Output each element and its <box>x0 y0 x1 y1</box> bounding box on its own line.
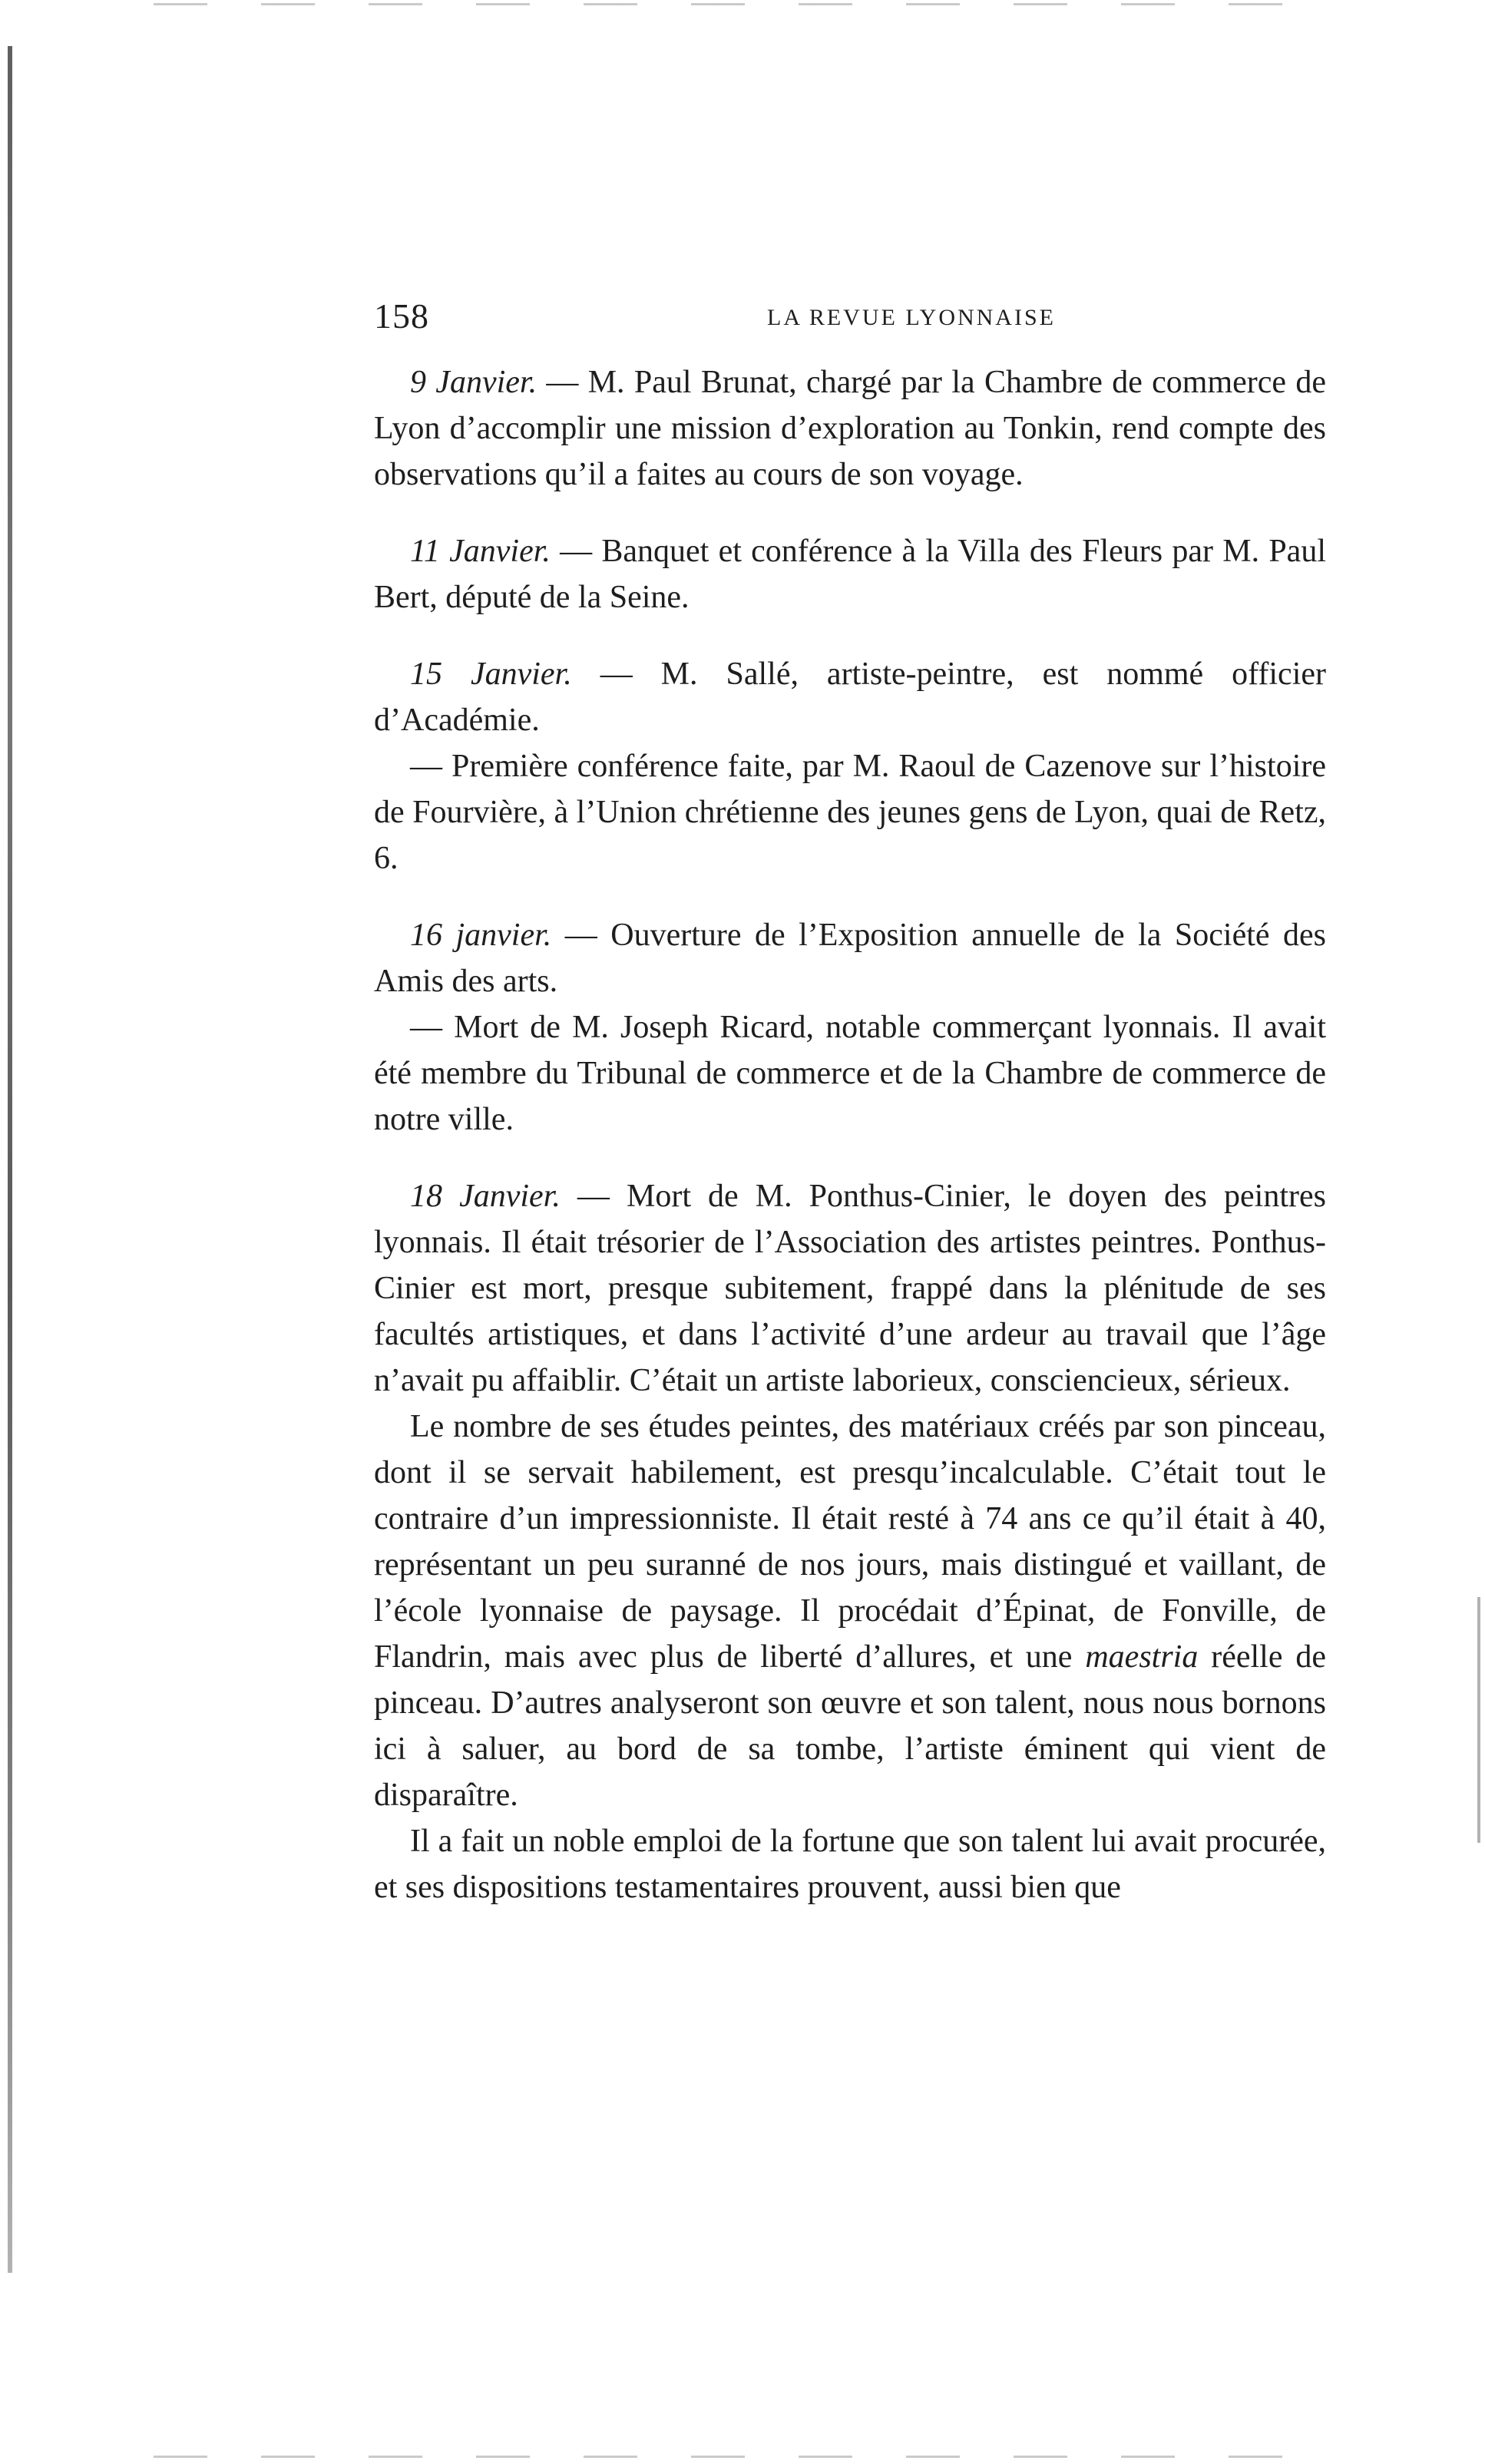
binding-edge-shadow <box>8 46 12 2273</box>
entry-paragraph: Il a fait un noble emploi de la fortune que son talent lui avait procurée, et ses dispositions testamentaires prouvent, aussi bien que <box>374 1824 1326 1905</box>
page-edge-shadow <box>1477 1597 1480 1843</box>
running-head <box>374 296 1326 342</box>
entry-18-janvier <box>374 1173 1326 1404</box>
italic-term: maestria <box>1085 1639 1199 1675</box>
chronicle-text <box>374 359 1326 1910</box>
entry-text: — Ouverture de l’Exposition annuelle de la Société des Amis des arts. <box>374 918 1326 999</box>
entry-11-janvier <box>374 528 1326 620</box>
entry-date: 15 Janvier. <box>410 657 572 692</box>
entry-15-janvier <box>374 651 1326 743</box>
entry-date: 9 Janvier. <box>410 365 537 400</box>
entry-text: — M. Paul Brunat, chargé par la Chambre de commerce de Lyon d’accomplir une mission d’exploration au Tonkin, rend compte des observations qu’il a faites au cours de son voyage. <box>374 365 1326 492</box>
entry-date: 16 janvier. <box>410 918 552 953</box>
journal-title: LA REVUE LYONNAISE <box>767 305 1056 330</box>
paragraph-text: réelle de pinceau. D’autres analyseront son œuvre et son talent, nous nous bornons ici à saluer, au bord de sa tombe, l’artiste éminent qui vient de disparaître. <box>374 1639 1326 1813</box>
entry-text: — Banquet et conférence à la Villa des Fleurs par M. Paul Bert, député de la Seine. <box>374 534 1326 615</box>
bottom-scan-artifact <box>154 2456 1305 2458</box>
entry-16-janvier <box>374 912 1326 1004</box>
entry-date: 18 Janvier. <box>410 1179 561 1214</box>
entry-text: — M. Sallé, artiste-peintre, est nommé officier d’Académie. <box>374 657 1326 738</box>
entry-date: 11 Janvier. <box>410 534 551 569</box>
entry-9-janvier <box>374 359 1326 498</box>
entry-continuation: — Mort de M. Joseph Ricard, notable commerçant lyonnais. Il avait été membre du Tribunal de commerce et de la Chambre de commerce de notre ville. <box>374 1010 1326 1137</box>
page-number: 158 <box>374 296 429 336</box>
entry-text: — Mort de M. Ponthus-Cinier, le doyen des peintres lyonnais. Il était trésorier de l’Association des artistes peintres. Ponthus-Cinier est mort, presque subitement, frappé dans la plénitude de ses facultés artistiques, et dans l’activité d’une ardeur au travail que l’âge n’avait pu affaiblir. C’était un artiste laborieux, consciencieux, sérieux. <box>374 1179 1326 1398</box>
entry-paragraph <box>374 1404 1326 1818</box>
top-scan-artifact <box>154 3 1305 5</box>
entry-continuation: — Première conférence faite, par M. Raoul de Cazenove sur l’histoire de Fourvière, à l’Union chrétienne des jeunes gens de Lyon, quai de Retz, 6. <box>374 749 1326 876</box>
paragraph-text: Le nombre de ses études peintes, des matériaux créés par son pinceau, dont il se servait habilement, est presqu’incalculable. C’était tout le contraire d’un impressionniste. Il était resté à 74 ans ce qu’il était à 40, représentant un peu suranné de nos jours, mais distingué et vaillant, de l’école lyonnaise de paysage. Il procédait d’Épinat, de Fonville, de Flandrin, mais avec plus de liberté d’allures, et une <box>374 1409 1326 1675</box>
